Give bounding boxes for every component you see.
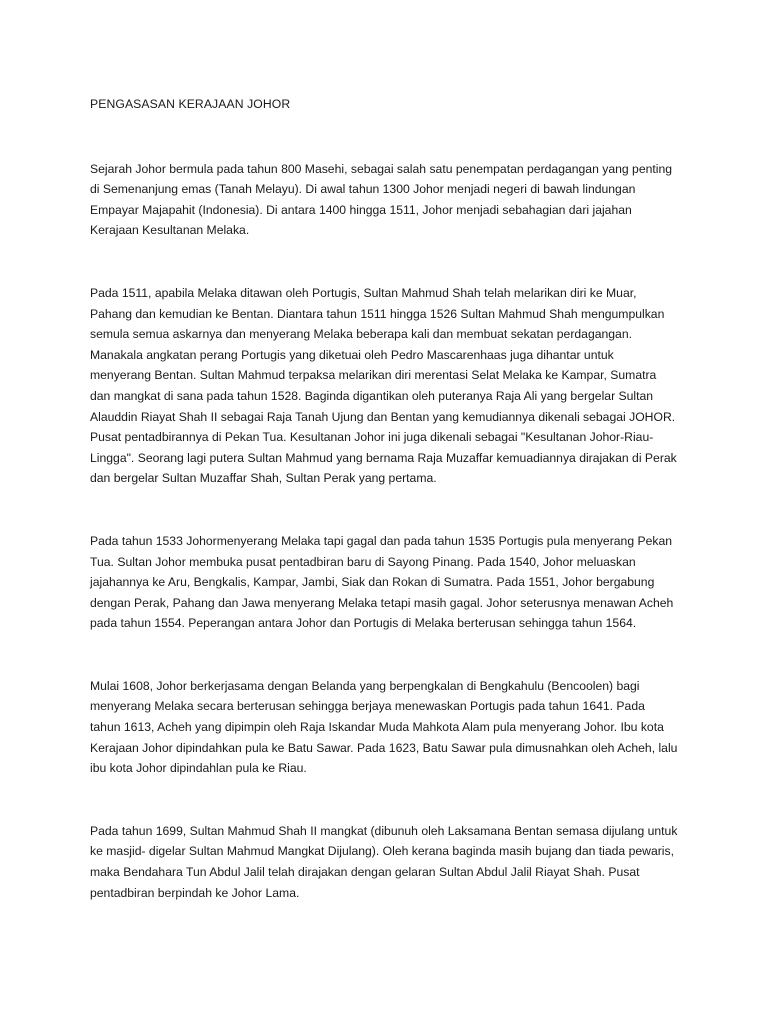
paragraph-5: Pada tahun 1699, Sultan Mahmud Shah II mangkat (dibunuh oleh Laksamana Bentan semasa dijulang untuk ke masjid- digelar Sultan Mahmud Mangkat Dijulang). Oleh kerana baginda masih bujang dan tiada pewaris, maka Bendahara Tun Abdul Jalil telah dirajakan dengan gelaran Sultan Abdul Jalil Riayat Shah. Pusat pentadbiran berpindah ke Johor Lama. bbox=[90, 823, 678, 900]
paragraph-3: Pada tahun 1533 Johormenyerang Melaka tapi gagal dan pada tahun 1535 Portugis pula menyerang Pekan Tua. Sultan Johor membuka pusat pentadbiran baru di Sayong Pinang. Pada 1540, Johor meluaskan jajahannya ke Aru, Bengkalis, Kampar, Jambi, Siak dan Rokan di Sumatra. Pada 1551, Johor bergabung dengan Perak, Pahang dan Jawa menyerang Melaka tetapi masih gagal. Johor seterusnya menawan Acheh pada tahun 1554. Peperangan antara Johor dan Portugis di Melaka berterusan sehingga tahun 1564. bbox=[90, 533, 674, 631]
paragraph-1: Sejarah Johor bermula pada tahun 800 Masehi, sebagai salah satu penempatan perdagangan yang penting di Semenanjung emas (Tanah Melayu). Di awal tahun 1300 Johor menjadi negeri di bawah lindungan Empayar Majapahit (Indonesia). Di antara 1400 hingga 1511, Johor menjadi sebahagian dari jajahan Kerajaan Kesultanan Melaka. bbox=[90, 161, 673, 238]
paragraph-4: Mulai 1608, Johor berkerjasama dengan Belanda yang berpengkalan di Bengkahulu (Bencoolen) bagi menyerang Melaka secara berterusan sehingga berjaya menewaskan Portugis pada tahun 1641. Pada tahun 1613, Acheh yang dipimpin oleh Raja Iskandar Muda Mahkota Alam pula menyerang Johor. Ibu kota Kerajaan Johor dipindahkan pula ke Batu Sawar. Pada 1623, Batu Sawar pula dimusnahkan oleh Acheh, lalu ibu kota Johor dipindahlan pula ke Riau. bbox=[90, 678, 678, 776]
document-title: PENGASASAN KERAJAAN JOHOR bbox=[90, 97, 291, 111]
paragraph-2: Pada 1511, apabila Melaka ditawan oleh Portugis, Sultan Mahmud Shah telah melarikan diri ke Muar, Pahang dan kemudian ke Bentan. Diantara tahun 1511 hingga 1526 Sultan Mahmud Shah mengumpulkan semula semua askarnya dan menyerang Melaka beberapa kali dan membuat sekatan perdagangan. Manakala angkatan perang Portugis yang diketuai oleh Pedro Mascarenhaas juga dihantar untuk menyerang Bentan. Sultan Mahmud terpaksa melarikan diri merentasi Selat Melaka ke Kampar, Sumatra dan mangkat di sana pada tahun 1528. Baginda digantikan oleh puteranya Raja Ali yang bergelar Sultan Alauddin Riayat Shah II sebagai Raja Tanah Ujung dan Bentan yang kemudiannya dikenali sebagai JOHOR. Pusat pentadbirannya di Pekan Tua. Kesultanan Johor ini juga dikenali sebagai "Kesultanan Johor-Riau-Lingga". Seorang lagi putera Sultan Mahmud yang bernama Raja Muzaffar kemuadiannya dirajakan di Perak dan bergelar Sultan Muzaffar Shah, Sultan Perak yang pertama. bbox=[90, 285, 677, 486]
